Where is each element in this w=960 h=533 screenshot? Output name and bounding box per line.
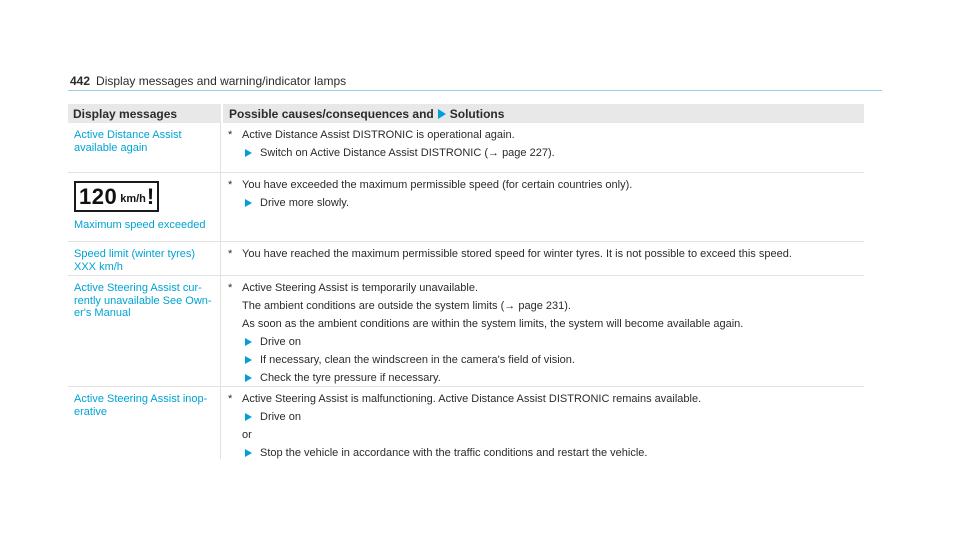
page-number: 442: [70, 74, 91, 88]
asterisk-marker: *: [228, 179, 233, 191]
display-message: Active Distance Assist available again: [68, 123, 221, 172]
solution-step: Check the tyre pressure if necessary.: [242, 372, 856, 385]
display-message: Maximum speed exceeded: [74, 219, 206, 231]
solution-step: Drive on: [242, 336, 856, 349]
causes-solutions: [221, 276, 864, 386]
speed-sign-unit: km/h: [120, 192, 146, 205]
step-arrow-icon: [245, 449, 252, 457]
alternative-label: or: [242, 429, 252, 441]
asterisk-marker: *: [228, 393, 233, 405]
cause-line: * You have exceeded the maximum permissible speed (for certain countries only).: [228, 179, 633, 191]
table-row: [68, 242, 864, 276]
column-header-solutions: [221, 104, 864, 123]
table-row: [68, 387, 864, 459]
speed-sign-warning: !: [146, 184, 155, 209]
cause-line: * Active Steering Assist is malfunctioning. Active Distance Assist DISTRONIC remains available.: [228, 393, 702, 405]
display-message: Active Steering Assist inoperative: [68, 387, 221, 459]
cause-line: * Active Steering Assist is temporarily unavailable.: [228, 282, 478, 294]
display-message: Speed limit (winter tyres) XXX km/h: [68, 242, 221, 275]
chapter-title: Display messages and warning/indicator lamps: [96, 74, 347, 88]
cause-line: * You have reached the maximum permissible stored speed for winter tyres. It is not possible to exceed this speed.: [228, 248, 792, 260]
step-arrow-icon: [245, 413, 252, 421]
cause-line: As soon as the ambient conditions are within the system limits, the system will become available again.: [242, 318, 744, 330]
column-header-solutions-label: Solutions: [449, 106, 505, 121]
solution-step: If necessary, clean the windscreen in the camera's field of vision.: [242, 354, 856, 367]
header-divider: [68, 90, 882, 91]
max-speed-sign-icon: [74, 181, 159, 212]
causes-solutions: [221, 387, 864, 459]
column-header-causes-label: Possible causes/consequences and: [229, 106, 434, 121]
column-header-display-messages: Display messages: [73, 106, 178, 121]
table-row: [68, 123, 864, 173]
step-arrow-icon: [245, 199, 252, 207]
asterisk-marker: *: [228, 282, 233, 294]
solution-step: Stop the vehicle in accordance with the traffic conditions and restart the vehicle.: [242, 447, 856, 460]
causes-solutions: [221, 242, 864, 275]
step-arrow-icon: [245, 149, 252, 157]
asterisk-marker: *: [228, 129, 233, 141]
speed-sign-value: 120: [79, 184, 118, 209]
step-arrow-icon: [245, 356, 252, 364]
asterisk-marker: *: [228, 248, 233, 260]
causes-solutions: [221, 123, 864, 172]
solution-step: Drive more slowly.: [242, 197, 856, 210]
table-row: [68, 173, 864, 242]
solution-step: Drive on: [242, 411, 856, 424]
solution-step: Switch on Active Distance Assist DISTRONIC (→ page 227).: [242, 147, 856, 160]
display-messages-table: [68, 104, 864, 459]
step-arrow-icon: [245, 374, 252, 382]
display-message-cell: [68, 173, 221, 241]
table-header: [68, 104, 864, 123]
cause-line: The ambient conditions are outside the system limits (→ page 231).: [242, 300, 571, 312]
cause-line: * Active Distance Assist DISTRONIC is operational again.: [228, 129, 515, 141]
table-row: [68, 276, 864, 387]
display-message: Active Steering Assist currently unavailable See Owner's Manual: [68, 276, 221, 386]
causes-solutions: [221, 173, 864, 241]
page-header: [70, 74, 346, 88]
solution-arrow-icon: [438, 109, 446, 119]
step-arrow-icon: [245, 338, 252, 346]
